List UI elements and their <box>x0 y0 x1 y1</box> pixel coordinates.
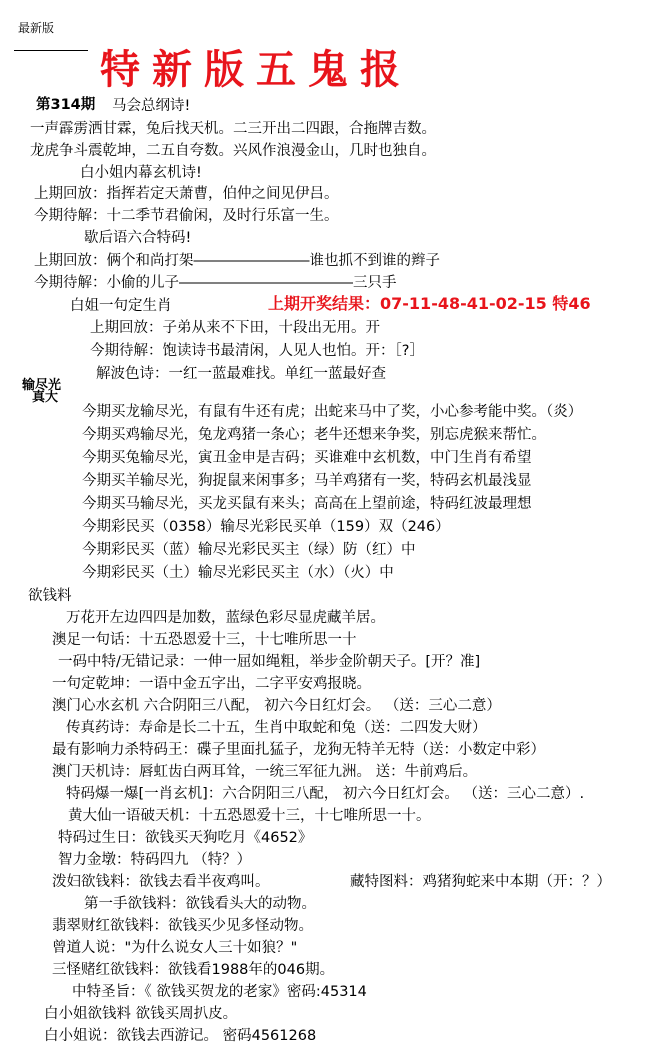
review-line: 上期回放：指挥若定天萧曹，伯仲之间见伊吕。 <box>34 186 339 202</box>
result-label: 上期开奖结果： <box>268 294 381 313</box>
review-line: 上期回放：俩个和尚打架――――――――谁也抓不到谁的辫子 <box>34 253 440 269</box>
list-item: 最有影响力杀特码王：碟子里面扎猛子，龙狗无特羊无特（送：小数定中彩） <box>52 742 545 758</box>
list-item: 万花开左边四四是加数，蓝绿色彩尽显虎藏羊居。 <box>66 610 385 626</box>
section-heading: 歇后语六合特码! <box>84 230 192 246</box>
section-heading: 欲钱料 <box>28 588 72 604</box>
result-special: 特46 <box>552 294 591 313</box>
brand-label: 最新版 <box>18 21 55 35</box>
list-item: 今期彩民买（蓝）输尽光彩民买主（绿）防（红）中 <box>82 542 416 558</box>
list-item: 澳门心水玄机 六合阴阳三八配， 初六今日红灯会。 （送：三心二意） <box>52 698 501 714</box>
list-item: 今期买兔输尽光，寅丑金申是吉码；买谁难中玄机数，中门生肖有希望 <box>82 450 532 466</box>
poem-line: 一声霹雳洒甘霖，兔后找天机。二三开出二四跟，合拖牌吉数。 <box>30 121 436 137</box>
issue-subtitle: 马会总纲诗! <box>112 98 191 114</box>
list-item: 今期买羊输尽光，狗捉鼠来闲事多；马羊鸡猪有一奖，特码玄机最浅显 <box>82 473 532 489</box>
list-item: 一句定乾坤：一语中金五字出，二字平安鸡报晓。 <box>52 676 371 692</box>
list-item: 智力金墩：特码四九 （特？） <box>58 852 252 868</box>
list-item: 特码过生日：欲钱买天狗吃月《4652》 <box>58 830 313 846</box>
side-label: 真大 <box>32 390 59 405</box>
list-item: 今期买龙输尽光，有鼠有牛还有虎；出蛇来马中了奖，小心参考能中奖。（炎） <box>82 404 583 420</box>
list-item: 三怪赌红欲钱料：欲钱看1988年的046期。 <box>52 962 335 978</box>
list-item: 中特圣旨：《 欲钱买贺龙的老家》密码:45314 <box>72 984 367 1000</box>
list-item: 翡翠财红欲钱料：欲钱买少见多怪动物。 <box>52 918 313 934</box>
list-item: 泼妇欲钱料：欲钱去看半夜鸡叫。 <box>52 874 270 890</box>
list-item: 藏特图料：鸡猪狗蛇来中本期（开：？） <box>350 874 611 890</box>
page-title: 特新版五鬼报 <box>100 46 412 93</box>
side-label: 输尽光 <box>22 378 62 393</box>
list-item: 传真药诗：寿命是长二十五，生肖中取蛇和兔（送：二四发大财） <box>66 720 487 736</box>
list-item: 今期彩民买（土）输尽光彩民买主（水）（火）中 <box>82 565 394 581</box>
last-draw-result <box>268 294 591 314</box>
list-item: 黄大仙一语破天机：十五恐恩爱十三，十七唯所思一十。 <box>68 808 431 824</box>
interpret-line: 今期待解：小偷的儿子――――――――――――三只手 <box>34 275 397 291</box>
issue-number: 第314期 <box>36 97 96 113</box>
list-item: 澳门天机诗：唇虹齿白两耳耸，一统三军征九洲。 送：牛前鸡后。 <box>52 764 478 780</box>
wave-poem-line: 解波色诗：一红一蓝最难找。单红一蓝最好查 <box>96 366 386 382</box>
list-item: 今期买鸡输尽光，兔龙鸡猪一条心；老牛还想来争奖，别忘虎猴来帮忙。 <box>82 427 546 443</box>
section-heading: 白姐一句定生肖 <box>70 298 172 314</box>
list-item: 澳足一句话：十五恐恩爱十三，十七唯所思一十 <box>52 632 357 648</box>
interpret-line: 今期待解：饱读诗书最清闲，人见人也怕。开：［?］ <box>90 343 424 359</box>
poem-line: 龙虎争斗震乾坤，二五自夸数。兴风作浪漫金山，几时也独自。 <box>30 143 436 159</box>
section-heading: 白小姐内幕玄机诗! <box>80 165 202 181</box>
list-item: 白小姐欲钱料 欲钱买周扒皮。 <box>44 1006 238 1022</box>
header-divider <box>14 50 88 51</box>
interpret-line: 今期待解：十二季节君偷闲，及时行乐富一生。 <box>34 208 339 224</box>
list-item: 特码爆一爆[一肖玄机]：六合阴阳三八配， 初六今日红灯会。 （送：三心二意）. <box>66 786 585 802</box>
list-item: 今期彩民买（0358）输尽光彩民买单（159）双（246） <box>82 519 450 535</box>
review-line: 上期回放：子弟从来不下田，十段出无用。开 <box>90 320 380 336</box>
list-item: 第一手欲钱料：欲钱看头大的动物。 <box>84 896 316 912</box>
list-item: 白小姐说：欲钱去西游记。 密码4561268 <box>44 1028 317 1044</box>
result-numbers: 07-11-48-41-02-15 <box>380 294 547 313</box>
list-item: 今期买马输尽光，买龙买鼠有来头；高高在上望前途，特码红波最理想 <box>82 496 532 512</box>
list-item: 一码中特/无错记录：一伸一屈如绳粗，举步金阶朝天子。[开？准] <box>58 654 481 670</box>
list-item: 曾道人说："为什么说女人三十如狼？" <box>52 940 298 956</box>
